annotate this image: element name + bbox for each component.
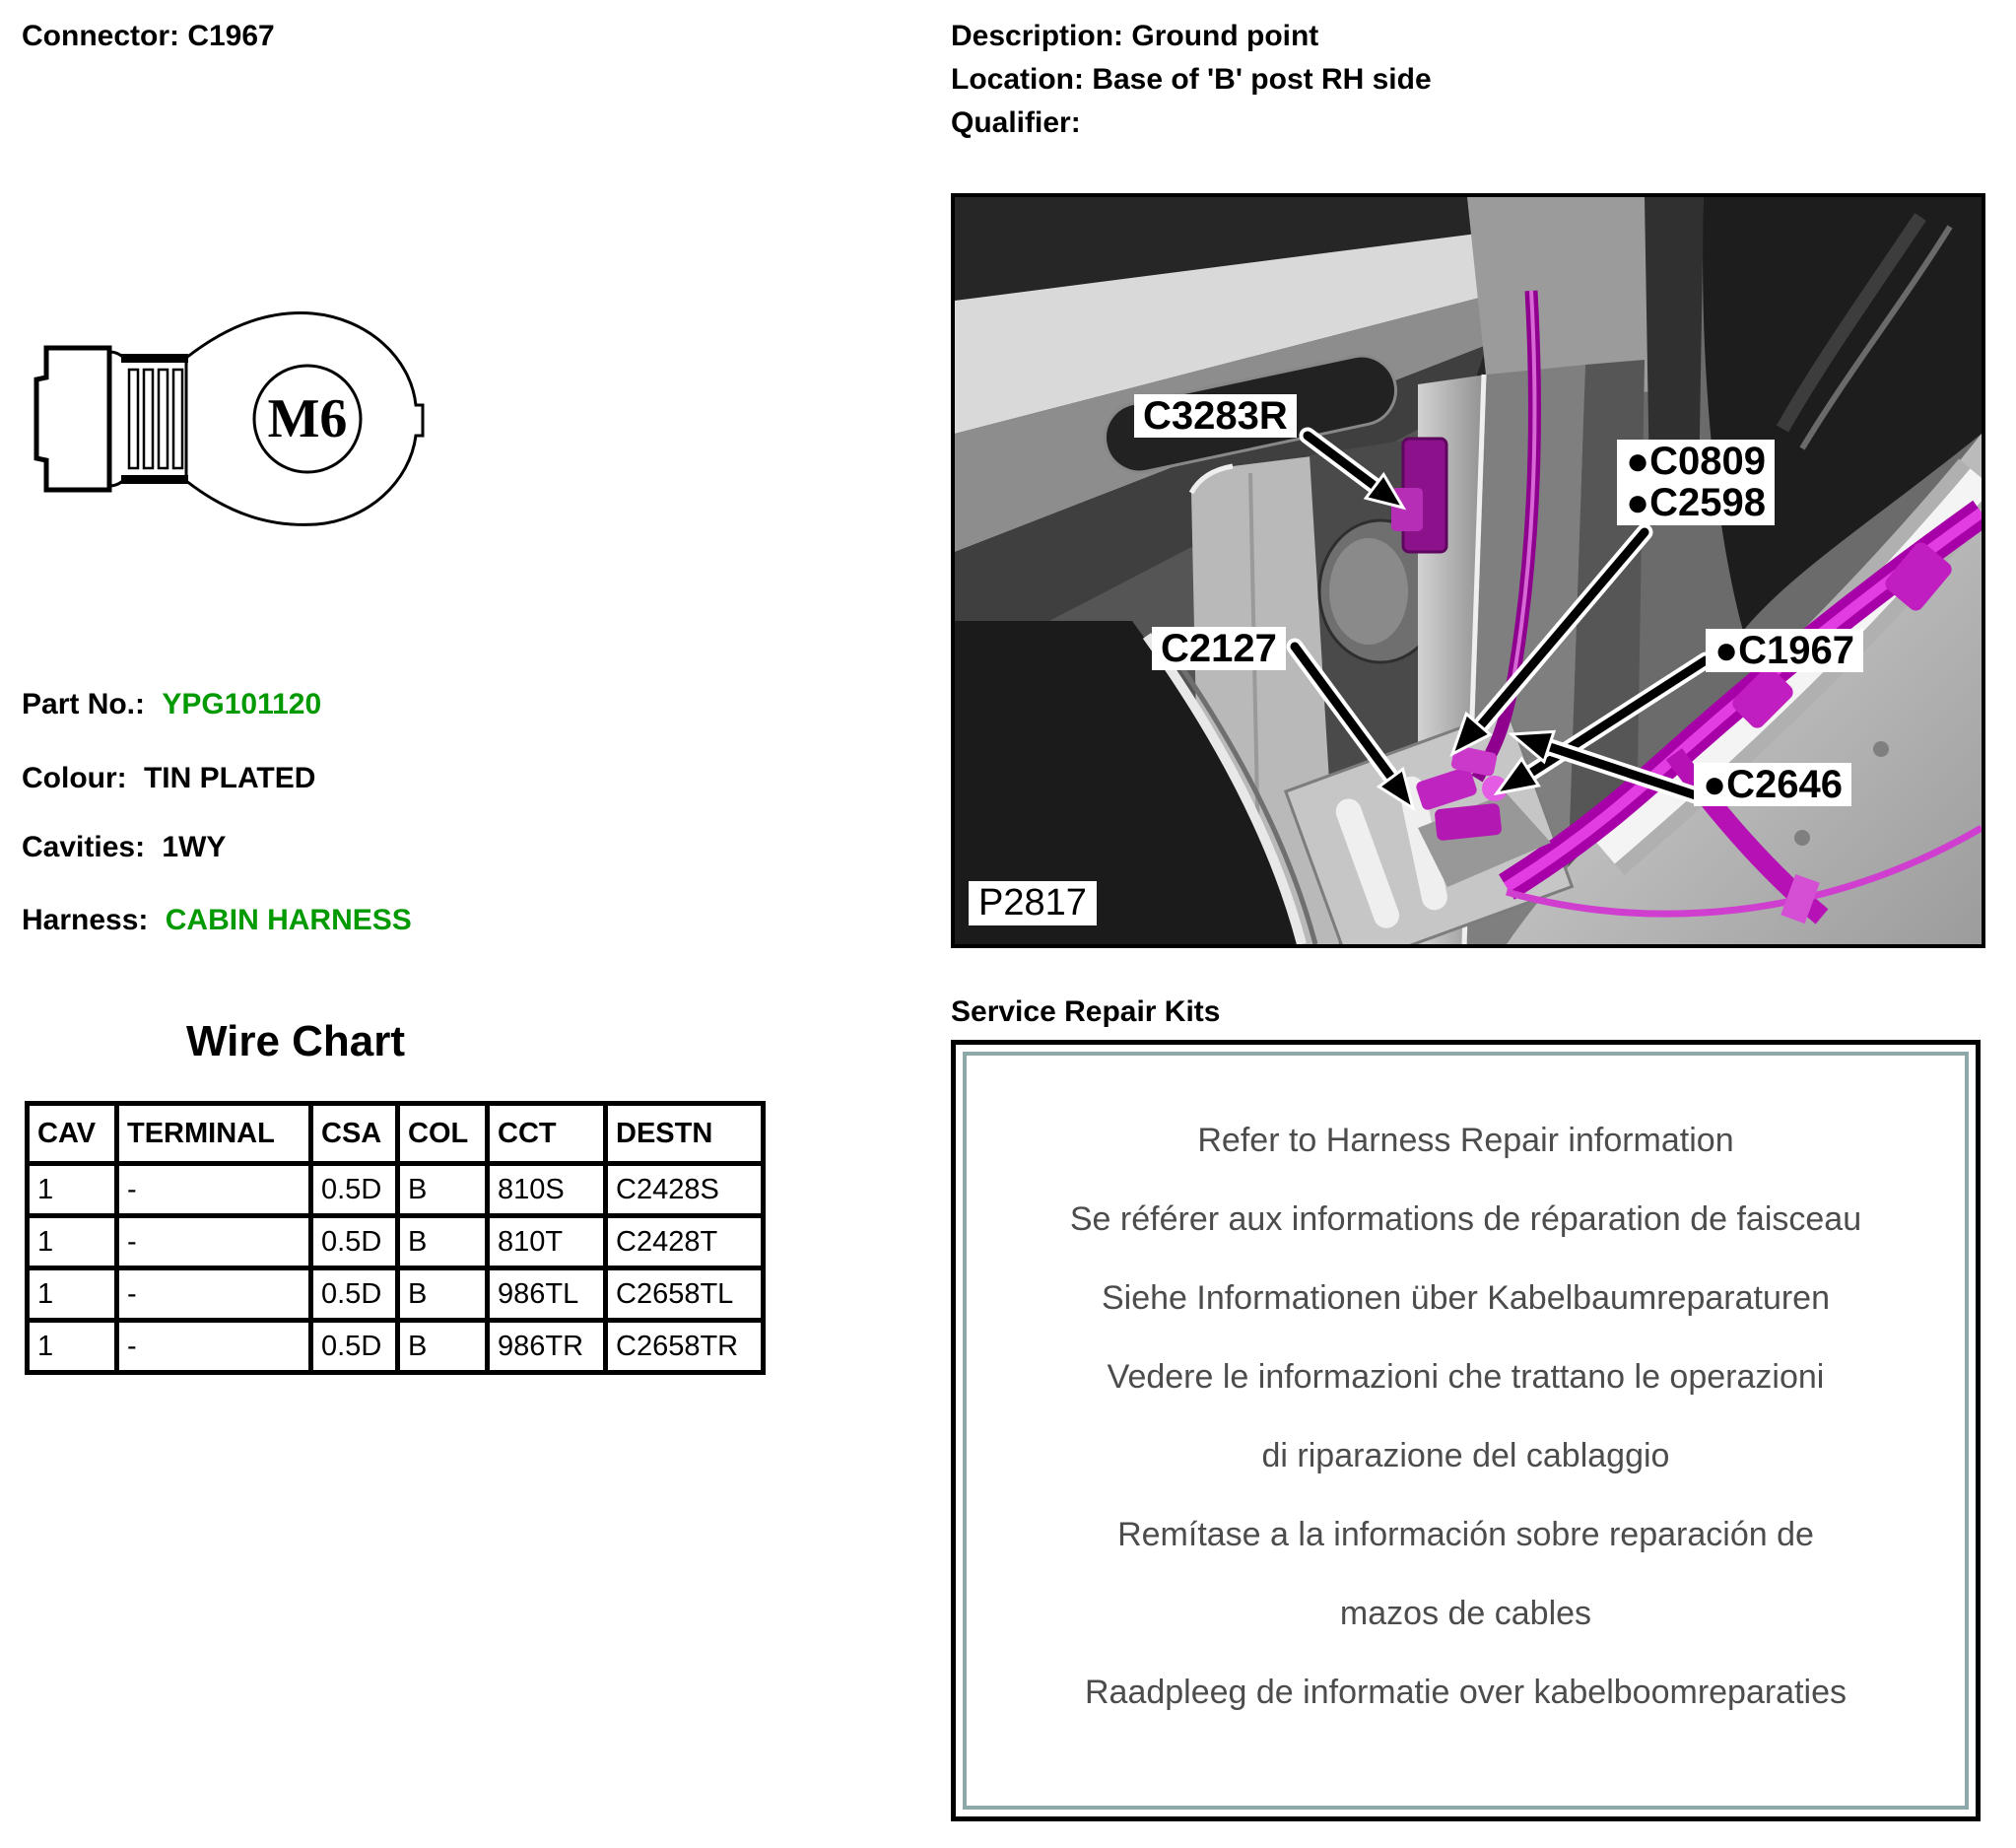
table-row <box>28 1216 764 1268</box>
repair-line-es-1: Remítase a la información sobre reparación de <box>1117 1516 1814 1553</box>
cell-cct: 810T <box>488 1216 606 1268</box>
repair-line-fr: Se référer aux informations de réparation de faisceau <box>1069 1200 1862 1238</box>
cell-destn: C2658TL <box>606 1268 764 1321</box>
col-header-cav: CAV <box>28 1104 117 1164</box>
cell-cct: 986TR <box>488 1321 606 1373</box>
repair-line-nl: Raadpleeg de informatie over kabelboomreparaties <box>1084 1674 1848 1711</box>
location-line: Location: Base of 'B' post RH side <box>951 63 1432 96</box>
cavities-label: Cavities: <box>22 831 146 863</box>
description-line: Description: Ground point <box>951 20 1319 52</box>
terminal-crimp-bar-top <box>121 354 188 363</box>
cell-terminal: - <box>117 1268 311 1321</box>
cell-csa: 0.5D <box>311 1268 398 1321</box>
cell-col: B <box>398 1321 488 1373</box>
colour-value: TIN PLATED <box>143 762 316 794</box>
repair-line-it-1: Vedere le informazioni che trattano le operazioni <box>1107 1358 1825 1396</box>
col-header-cct: CCT <box>488 1104 606 1164</box>
col-header-col: COL <box>398 1104 488 1164</box>
location-photo <box>951 193 1985 948</box>
col-header-destn: DESTN <box>606 1104 764 1164</box>
qualifier-line: Qualifier: <box>951 106 1081 139</box>
terminal-wire-block <box>36 348 109 490</box>
part-no-row <box>22 688 321 721</box>
cell-cav: 1 <box>28 1216 117 1268</box>
photo-ref-label: P2817 <box>969 881 1097 925</box>
cell-col: B <box>398 1268 488 1321</box>
wire-chart-table <box>25 1101 766 1375</box>
cell-terminal: - <box>117 1321 311 1373</box>
terminal-crimp-slots <box>129 370 182 468</box>
cell-cct: 986TL <box>488 1268 606 1321</box>
terminal-size-label: M6 <box>267 388 348 449</box>
harness-value: CABIN HARNESS <box>165 904 412 936</box>
cavities-row <box>22 831 226 864</box>
col-header-terminal: TERMINAL <box>117 1104 311 1164</box>
callout-c1967: ●C1967 <box>1706 629 1863 672</box>
cell-cav: 1 <box>28 1268 117 1321</box>
callout-c2127: C2127 <box>1152 627 1286 670</box>
service-repair-kits-box-inner <box>963 1052 1969 1810</box>
harness-label: Harness: <box>22 904 149 936</box>
repair-line-es-2: mazos de cables <box>1339 1595 1592 1632</box>
repair-line-it-2: di riparazione del cablaggio <box>1261 1437 1670 1474</box>
terminal-diagram <box>25 232 438 562</box>
cell-cav: 1 <box>28 1164 117 1216</box>
connector-title: Connector: C1967 <box>22 20 275 52</box>
cell-destn: C2428S <box>606 1164 764 1216</box>
part-no-label: Part No.: <box>22 688 146 720</box>
service-repair-kits-box <box>951 1040 1981 1821</box>
callout-c3283r: C3283R <box>1134 394 1297 438</box>
part-no-value: YPG101120 <box>162 688 322 720</box>
cell-destn: C2658TR <box>606 1321 764 1373</box>
cell-col: B <box>398 1164 488 1216</box>
wire-chart-header-row <box>28 1104 764 1164</box>
callout-c2598: ●C2598 <box>1626 481 1767 525</box>
col-header-csa: CSA <box>311 1104 398 1164</box>
location-photo-scene <box>955 197 1982 944</box>
colour-label: Colour: <box>22 762 127 794</box>
cavities-value: 1WY <box>162 831 227 863</box>
repair-line-de: Siehe Informationen über Kabelbaumreparaturen <box>1101 1279 1831 1317</box>
cell-destn: C2428T <box>606 1216 764 1268</box>
cell-cav: 1 <box>28 1321 117 1373</box>
cell-terminal: - <box>117 1216 311 1268</box>
callout-c2646: ●C2646 <box>1694 763 1851 806</box>
table-row <box>28 1321 764 1373</box>
harness-row <box>22 904 412 937</box>
repair-line-en: Refer to Harness Repair information <box>1197 1122 1734 1159</box>
wire-chart-title: Wire Chart <box>185 1017 406 1065</box>
colour-row <box>22 762 315 795</box>
cell-col: B <box>398 1216 488 1268</box>
service-repair-kits-title: Service Repair Kits <box>951 995 1221 1028</box>
table-row <box>28 1164 764 1216</box>
table-row <box>28 1268 764 1321</box>
callout-c0809-c2598 <box>1617 440 1775 525</box>
cell-csa: 0.5D <box>311 1216 398 1268</box>
terminal-crimp-bar-bottom <box>121 475 188 484</box>
cell-terminal: - <box>117 1164 311 1216</box>
cell-csa: 0.5D <box>311 1321 398 1373</box>
callout-c0809: ●C0809 <box>1626 440 1767 483</box>
cell-csa: 0.5D <box>311 1164 398 1216</box>
cell-cct: 810S <box>488 1164 606 1216</box>
